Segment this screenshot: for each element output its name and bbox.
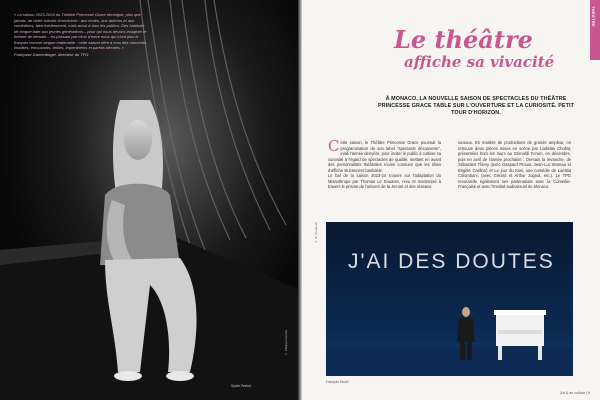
left-photo-credit: © Philippe Gomez	[284, 330, 288, 357]
right-photo-caption: François Morel	[326, 380, 349, 384]
right-photo-credit: © B. Toudouze	[314, 222, 318, 244]
stage-title-projection: J'AI DES DOUTES	[348, 250, 555, 273]
column-1-paragraph-1: ette saison, le Théâtre Princesse Grace poursuit la programmation de son label "spectacle découverte", initié l'année dernière, pour inciter le public à cultiver sa curiosité à l'égard de spectacles de qualité, mettant en avant des personnalités théâtrales moins connues que les têtes d'affiche strictement bankable.	[328, 140, 441, 173]
right-page	[302, 0, 600, 400]
stage-scene	[326, 222, 573, 376]
right-photo	[326, 222, 573, 376]
section-tab	[590, 0, 600, 60]
article-lead: À MONACO, LA NOUVELLE SAISON DE SPECTACLES DU THÉÂTRE PRINCESSE GRACE TABLE SUR L'OUVERTURE ET LA CURIOSITÉ. PETIT TOUR D'HORIZON.	[378, 96, 574, 117]
article-column-2	[458, 140, 571, 190]
pull-quote-text: « La saison 2023-2024 du Théâtre Princesse Grace témoigne, plus que jamais, de notre volonté d'ouverture : aux textes, aux auteurs et aux comédiens, bien évidemment, mais aussi à tous les publics. Des habitués de longue date aux jeunes générations – pour qui nous devons imaginer le théâtre de demain – en passant par ceux d'entre nous qui n'ont plus le français comme langue maternelle : cette saison offre à tous des moments insolites, émouvants, drôles, impertinents et parfois décalés. »	[14, 12, 147, 50]
article-title-line2: affiche sa vivacité	[404, 53, 555, 71]
article-title-line1: Le théâtre	[394, 25, 533, 54]
pull-quote	[14, 12, 150, 57]
section-tab-label: THÉÂTRE	[591, 6, 596, 27]
column-2-paragraph: sociaux. En matière de productions de grande ampleur, on retrouve deux pièces mises en scène par Ladislas Chollat, présentées hors les murs au Grimaldi Forum, en décembre, puis en avril de l'année prochaine : Demain la revanche, de Sébastien Thiery (avec Gaspard Proust, Jean-Luc Moreau et Brigitte Catillon) et Le jour du Kiwi, une comédie de Laetitia Colombani, (avec Gérard et Arthur Jugnot, etc.). Le TPG renouvelle également ses partenariats avec la Comédie-Française et avec l'Institut audiovisuel de Monaco.	[458, 140, 571, 189]
pull-quote-author: Françoise Gamerdinger, directeur du TPG	[14, 51, 89, 57]
drop-cap: C	[328, 137, 340, 155]
left-photo-caption: Sylvie Testud	[231, 384, 251, 388]
article-column-1	[328, 137, 441, 190]
page-footer: Art & de culture | 9	[560, 391, 590, 395]
column-1-paragraph-2: Le bal de la saison 2023-24 s'ouvre sur l'adaptation du Misanthrope par Thomas Le Douarec, revu et modernisé à travers le prisme de l'univers de la Jet-set et des réseaux	[328, 173, 441, 189]
